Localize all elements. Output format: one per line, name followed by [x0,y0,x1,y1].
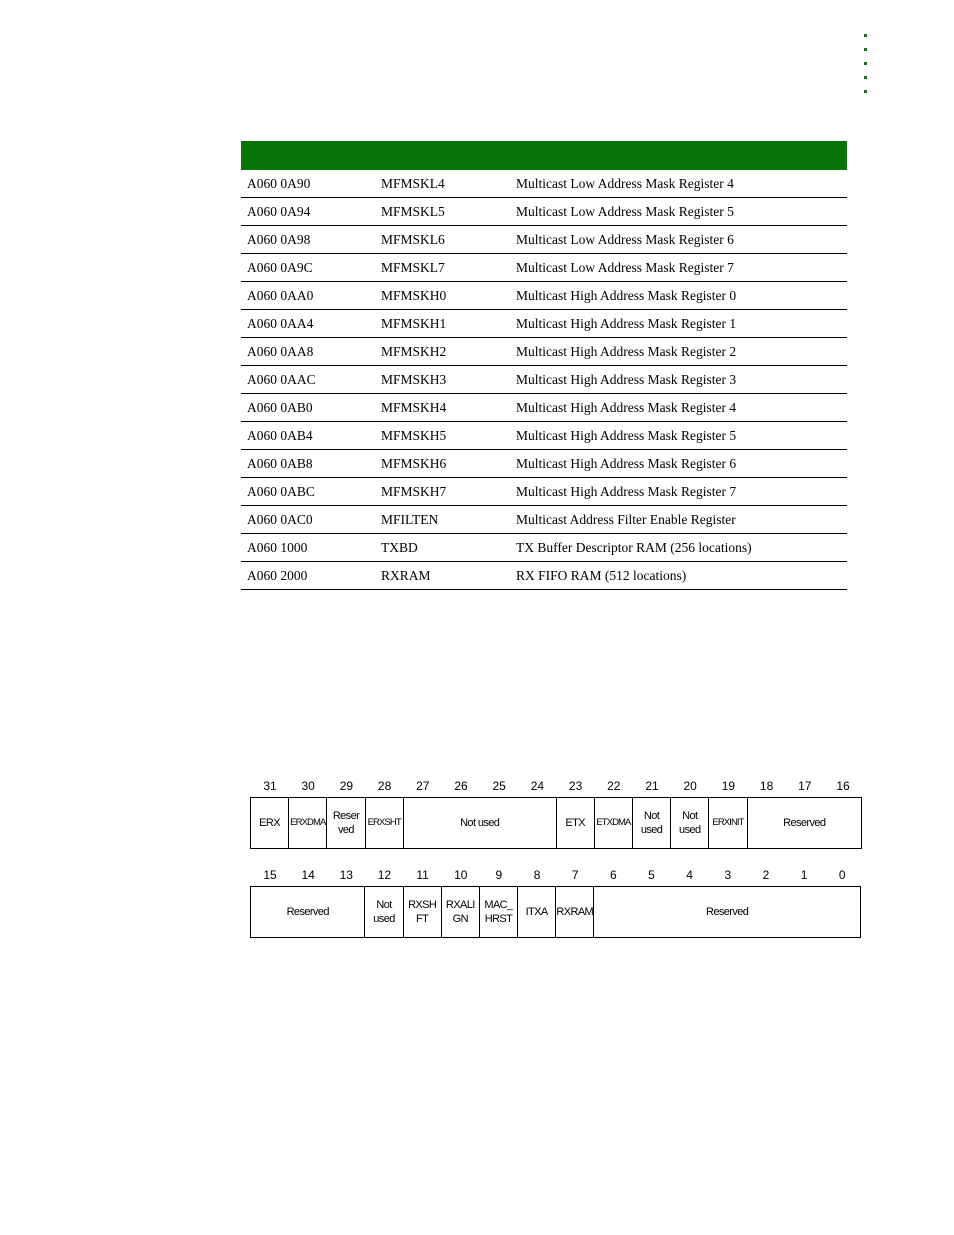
bit-number: 7 [571,868,579,882]
dot [864,90,867,93]
bit-field: Not used [365,887,403,937]
table-row [241,282,847,310]
bit-field: Reserved [706,906,749,918]
cell-register: MFMSKH1 [375,310,510,338]
cell-register: MFILTEN [375,506,510,534]
cell-register: MFMSKH2 [375,338,510,366]
cell-address: A060 0AC0 [241,506,375,534]
cell-description: Multicast High Address Mask Register 7 [510,478,847,506]
bit-field: ERXINIT [709,798,747,848]
bit-field: MAC_ HRST [480,887,518,937]
dot [864,76,867,79]
bit-number: 12 [377,868,392,882]
table-row [241,450,847,478]
bit-field: Reserved [783,817,826,829]
cell-description: Multicast High Address Mask Register 6 [510,450,847,478]
bit-number: 23 [568,779,583,793]
cell-address: A060 0ABC [241,478,375,506]
bit-field: ERX [251,798,289,848]
table-row [241,310,847,338]
cell-register: MFMSKL5 [375,198,510,226]
table-row [241,170,847,198]
cell-address: A060 0AB4 [241,422,375,450]
table-row [241,198,847,226]
bit-field-row [250,886,861,938]
table-row [241,394,847,422]
bit-field: Not used [404,798,557,848]
bit-number: 13 [339,868,353,882]
table-row [241,506,847,534]
bit-number: 15 [263,868,277,882]
cell-description: Multicast Low Address Mask Register 7 [510,254,847,282]
header-cell [510,141,847,170]
bit-field: ETX [557,798,595,848]
cell-description: Multicast Low Address Mask Register 5 [510,198,847,226]
bit-field-row [250,797,862,849]
table-row [241,366,847,394]
bit-number: 3 [724,868,732,882]
cell-address: A060 0A9C [241,254,375,282]
cell-register: MFMSKL7 [375,254,510,282]
cell-address: A060 0AB0 [241,394,375,422]
bit-field: ERXDMA [289,798,327,848]
bit-number: 18 [759,779,774,793]
bit-field: Not used [671,798,709,848]
bit-number: 14 [301,868,315,882]
bit-number: 9 [495,868,503,882]
bit-number: 11 [416,868,429,882]
register-address-table [241,141,847,590]
bit-number: 1 [800,868,808,882]
cell-address: A060 1000 [241,534,375,562]
cell-address: A060 0AA4 [241,310,375,338]
register-bitmap-lower [250,868,861,938]
cell-address: A060 2000 [241,562,375,590]
bit-number-row [250,779,862,797]
cell-description: Multicast Low Address Mask Register 4 [510,170,847,198]
cell-address: A060 0AA0 [241,282,375,310]
table-row [241,254,847,282]
bit-number: 25 [492,779,506,793]
dot [864,62,867,65]
margin-dots-decoration [864,34,870,104]
bit-number: 6 [610,868,617,882]
cell-address: A060 0A90 [241,170,375,198]
table-row [241,534,847,562]
cell-register: MFMSKH6 [375,450,510,478]
bit-number: 27 [416,779,430,793]
cell-register: TXBD [375,534,510,562]
bit-field: Reser ved [327,798,365,848]
cell-description: Multicast High Address Mask Register 4 [510,394,847,422]
cell-register: MFMSKH7 [375,478,510,506]
bit-number: 17 [798,779,812,793]
bit-number: 26 [454,779,468,793]
table-row [241,338,847,366]
bit-field: ITXA [518,887,556,937]
bit-number-row [250,868,861,886]
table-row [241,478,847,506]
header-cell [241,141,375,170]
bit-number: 8 [533,868,541,882]
bit-number: 22 [607,779,621,793]
bit-number: 19 [721,779,736,793]
cell-description: Multicast Address Filter Enable Register [510,506,847,534]
cell-address: A060 0AAC [241,366,375,394]
cell-address: A060 0AA8 [241,338,375,366]
cell-register: MFMSKL4 [375,170,510,198]
cell-register: MFMSKH3 [375,366,510,394]
cell-register: MFMSKH0 [375,282,510,310]
table-row [241,562,847,590]
cell-description: Multicast High Address Mask Register 3 [510,366,847,394]
dot [864,34,867,37]
bit-number: 2 [762,868,770,882]
cell-description: Multicast High Address Mask Register 5 [510,422,847,450]
bit-number: 21 [645,779,659,793]
bit-number: 30 [301,779,315,793]
table-body [241,170,847,590]
bit-number: 24 [530,779,545,793]
register-bitmap-upper [250,779,862,849]
bit-field: RXALI GN [442,887,480,937]
bit-number: 20 [683,779,697,793]
bit-number: 31 [263,779,277,793]
bit-number: 4 [686,868,693,882]
cell-register: MFMSKH5 [375,422,510,450]
bit-number: 10 [454,868,468,882]
dot [864,48,867,51]
cell-address: A060 0A94 [241,198,375,226]
cell-description: Multicast Low Address Mask Register 6 [510,226,847,254]
bit-number: 28 [377,779,392,793]
table-row [241,422,847,450]
header-cell [375,141,510,170]
bit-field: ETXDMA [595,798,633,848]
cell-description: Multicast High Address Mask Register 0 [510,282,847,310]
cell-address: A060 0A98 [241,226,375,254]
bit-field: Reserved [251,887,365,937]
bit-number: 0 [838,868,846,882]
bit-number: 29 [339,779,354,793]
cell-description: Multicast High Address Mask Register 2 [510,338,847,366]
bit-field: ERXSHT [366,798,404,848]
bit-field: Not used [633,798,671,848]
table-row [241,226,847,254]
bit-number: 5 [648,868,655,882]
cell-description: RX FIFO RAM (512 locations) [510,562,847,590]
cell-register: RXRAM [375,562,510,590]
bit-field: RXRAM [556,887,594,937]
cell-register: MFMSKH4 [375,394,510,422]
table-header [241,141,847,170]
bit-field: RXSH FT [404,887,442,937]
bit-number: 16 [836,779,850,793]
cell-description: Multicast High Address Mask Register 1 [510,310,847,338]
cell-register: MFMSKL6 [375,226,510,254]
cell-description: TX Buffer Descriptor RAM (256 locations) [510,534,847,562]
cell-address: A060 0AB8 [241,450,375,478]
